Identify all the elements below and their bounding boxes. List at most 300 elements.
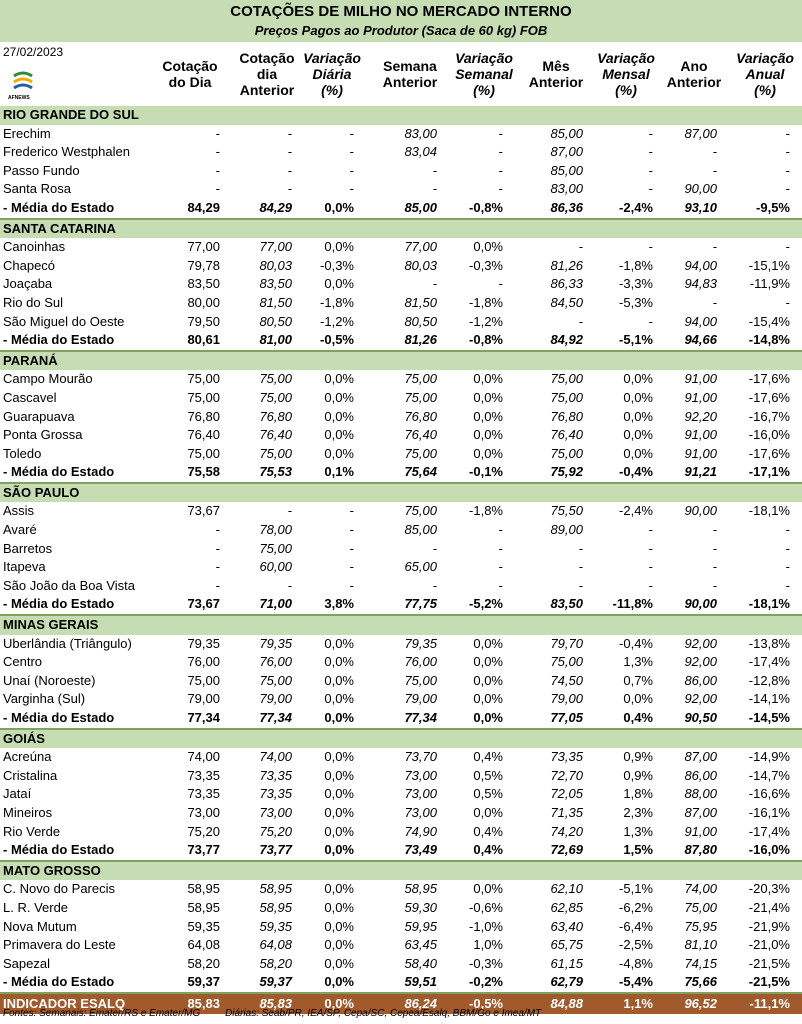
column-header-line: Variação: [736, 50, 794, 66]
cell-value: 81,50: [404, 294, 437, 310]
cell-value: -15,1%: [748, 257, 790, 273]
cell-value: 64,08: [187, 937, 220, 953]
cell-value: 85,00: [550, 125, 583, 141]
cell-value: 0,0%: [473, 371, 503, 387]
row-label: Joaçaba: [3, 276, 53, 292]
cell-value: 75,00: [404, 371, 437, 387]
cell-value: 71,35: [550, 804, 583, 820]
cell-value: 96,52: [684, 995, 717, 1011]
cell-value: 61,15: [550, 955, 583, 971]
column-header-line: do Dia: [168, 74, 212, 90]
cell-value: -5,1%: [619, 332, 653, 348]
cell-value: -: [785, 577, 790, 593]
logo-text: AFNEWS: [8, 95, 30, 101]
cell-value: -1,8%: [320, 294, 354, 310]
cell-value: -17,4%: [748, 654, 790, 670]
cell-value: 0,0%: [473, 654, 503, 670]
cell-value: 59,35: [187, 918, 220, 934]
cell-value: 83,50: [259, 276, 292, 292]
report-title: COTAÇÕES DE MILHO NO MERCADO INTERNO: [230, 3, 572, 20]
cell-value: 58,95: [259, 899, 292, 915]
cell-value: 86,00: [684, 767, 717, 783]
cell-value: -9,5%: [756, 199, 790, 215]
table-row: [0, 955, 802, 974]
state-header: [0, 862, 802, 881]
column-header-line: Cotação: [162, 58, 218, 74]
cell-value: 74,50: [550, 672, 583, 688]
row-label: L. R. Verde: [3, 899, 69, 915]
cell-value: 80,00: [187, 294, 220, 310]
cell-value: -: [712, 162, 717, 178]
cell-value: -: [712, 540, 717, 556]
cell-value: 92,00: [684, 654, 717, 670]
row-label: C. Novo do Parecis: [3, 881, 115, 897]
cell-value: 87,00: [684, 125, 717, 141]
table-row: [0, 936, 802, 955]
cell-value: 74,20: [550, 823, 583, 839]
cell-value: 59,37: [187, 974, 220, 990]
cell-value: 0,0%: [324, 749, 354, 765]
column-header-line: Mensal: [602, 66, 650, 82]
column-header-line: Anterior: [528, 74, 584, 90]
cell-value: 92,00: [684, 691, 717, 707]
table-row: [0, 748, 802, 767]
row-label: Primavera do Leste: [3, 937, 116, 953]
table-row: [0, 408, 802, 427]
cell-value: 0,0%: [473, 389, 503, 405]
cell-value: 0,0%: [623, 427, 653, 443]
state-header: [0, 220, 802, 239]
cell-value: -: [785, 125, 790, 141]
cell-value: 0,7%: [623, 672, 653, 688]
cell-value: 80,50: [259, 313, 292, 329]
cell-value: 86,36: [550, 199, 583, 215]
row-label: Avaré: [3, 522, 37, 538]
table-row: [0, 899, 802, 918]
cell-value: -: [349, 522, 354, 538]
cell-value: 58,95: [187, 881, 220, 897]
cell-value: -21,4%: [748, 899, 790, 915]
row-label: São Miguel do Oeste: [3, 313, 125, 329]
cell-value: -0,6%: [469, 899, 503, 915]
cell-value: -0,4%: [619, 464, 653, 480]
cell-value: -: [712, 522, 717, 538]
cell-value: 75,00: [404, 672, 437, 688]
column-header-line: Diária: [312, 66, 352, 82]
cell-value: 84,50: [550, 294, 583, 310]
cell-value: 0,0%: [324, 767, 354, 783]
column-header-line: Anterior: [666, 74, 722, 90]
cell-value: 0,0%: [324, 937, 354, 953]
cell-value: -: [648, 239, 653, 255]
cell-value: 83,00: [550, 181, 583, 197]
row-label: Jataí: [3, 786, 32, 802]
cell-value: -: [349, 503, 354, 519]
cell-value: 1,0%: [473, 937, 503, 953]
cell-value: -: [712, 239, 717, 255]
cell-value: -: [785, 522, 790, 538]
cell-value: 84,92: [550, 332, 583, 348]
cell-value: 76,40: [550, 427, 583, 443]
cell-value: 85,00: [404, 199, 437, 215]
table-row: [0, 823, 802, 842]
cell-value: -: [498, 559, 503, 575]
cell-value: -: [349, 162, 354, 178]
row-label: Varginha (Sul): [3, 691, 86, 707]
cell-value: -: [712, 577, 717, 593]
cell-value: 72,69: [550, 842, 583, 858]
cell-value: 0,0%: [473, 691, 503, 707]
column-header-line: Variação: [303, 50, 361, 66]
table-row: [0, 313, 802, 332]
cell-value: 75,00: [187, 445, 220, 461]
cell-value: 0,0%: [473, 881, 503, 897]
cell-value: 75,92: [550, 464, 583, 480]
cell-value: -14,5%: [748, 710, 790, 725]
state-name: RIO GRANDE DO SUL: [3, 107, 139, 122]
row-label: Centro: [3, 654, 43, 670]
cell-value: -: [287, 181, 292, 197]
cell-value: -1,2%: [469, 313, 503, 329]
cell-value: -: [578, 540, 583, 556]
cell-value: -16,0%: [748, 427, 790, 443]
table-row: [0, 294, 802, 313]
cell-value: 60,00: [259, 559, 292, 575]
cell-value: -: [287, 162, 292, 178]
cell-value: 0,0%: [623, 408, 653, 424]
cell-value: -1,8%: [469, 294, 503, 310]
cell-value: 0,0%: [324, 408, 354, 424]
cell-value: -0,2%: [469, 974, 503, 990]
state-header: [0, 616, 802, 635]
cell-value: 0,0%: [473, 408, 503, 424]
cell-value: -11,9%: [749, 276, 790, 292]
cell-value: -17,4%: [748, 823, 790, 839]
cell-value: 0,0%: [324, 804, 354, 820]
logo-icon: [10, 68, 36, 94]
cell-value: 76,00: [187, 654, 220, 670]
cell-value: -: [432, 162, 437, 178]
cell-value: -0,3%: [469, 257, 503, 273]
cell-value: 62,10: [550, 881, 583, 897]
cell-value: 76,40: [259, 427, 292, 443]
cell-value: 1,5%: [623, 842, 653, 858]
cell-value: 79,00: [404, 691, 437, 707]
cell-value: -16,6%: [748, 786, 790, 802]
cell-value: 87,00: [684, 749, 717, 765]
cell-value: 88,00: [684, 786, 717, 802]
cell-value: 0,0%: [324, 786, 354, 802]
cell-value: -: [215, 540, 220, 556]
table-row: [0, 125, 802, 144]
cell-value: 77,00: [187, 239, 220, 255]
row-label: Frederico Westphalen: [3, 144, 130, 160]
cell-value: -: [498, 162, 503, 178]
cell-value: 0,0%: [324, 881, 354, 897]
cell-value: 0,0%: [324, 239, 354, 255]
row-label: Passo Fundo: [3, 162, 80, 178]
cell-value: 91,00: [684, 371, 717, 387]
report-date: 27/02/2023: [3, 45, 64, 59]
state-average-row: [0, 331, 802, 352]
cell-value: 0,0%: [324, 654, 354, 670]
row-label: Barretos: [3, 540, 53, 556]
cell-value: -14,7%: [748, 767, 790, 783]
cell-value: 87,80: [684, 842, 717, 858]
cell-value: 63,40: [550, 918, 583, 934]
column-header-9: [725, 50, 802, 98]
cell-value: 0,0%: [324, 899, 354, 915]
cell-value: -0,3%: [320, 257, 354, 273]
cell-value: 1,3%: [623, 823, 653, 839]
cell-value: 0,4%: [473, 749, 503, 765]
cell-value: 0,0%: [324, 955, 354, 971]
row-label: Rio Verde: [3, 823, 61, 839]
cell-value: 83,04: [404, 144, 437, 160]
cell-value: 72,05: [550, 786, 583, 802]
cell-value: 0,0%: [324, 974, 354, 990]
cell-value: 73,35: [187, 767, 220, 783]
cell-value: -: [712, 294, 717, 310]
column-header-3: [292, 50, 372, 98]
cell-value: 71,00: [259, 596, 292, 612]
cell-value: 0,5%: [473, 767, 503, 783]
row-label: Acreúna: [3, 749, 52, 765]
cell-value: 73,35: [550, 749, 583, 765]
table-row: [0, 521, 802, 540]
price-table: [0, 106, 802, 1014]
cell-value: 77,75: [404, 596, 437, 612]
column-header-line: Ano: [680, 58, 708, 74]
cell-value: 93,10: [684, 199, 717, 215]
cell-value: 86,33: [550, 276, 583, 292]
cell-value: 74,00: [684, 881, 717, 897]
cell-value: 0,0%: [324, 371, 354, 387]
cell-value: 72,70: [550, 767, 583, 783]
cell-value: -: [215, 577, 220, 593]
row-label: Campo Mourão: [3, 371, 93, 387]
cell-value: 75,00: [259, 371, 292, 387]
cell-value: -15,4%: [748, 313, 790, 329]
cell-value: 0,9%: [623, 767, 653, 783]
cell-value: -: [648, 162, 653, 178]
cell-value: 91,00: [684, 389, 717, 405]
cell-value: -1,2%: [320, 313, 354, 329]
table-row: [0, 445, 802, 464]
column-header-line: Semana: [383, 58, 437, 74]
cell-value: -2,5%: [619, 937, 653, 953]
cell-value: 83,50: [550, 596, 583, 612]
cell-value: 73,00: [404, 804, 437, 820]
cell-value: 76,80: [404, 408, 437, 424]
cell-value: 75,00: [404, 389, 437, 405]
cell-value: 79,00: [259, 691, 292, 707]
row-label: - Média do Estado: [3, 199, 115, 215]
table-row: [0, 785, 802, 804]
cell-value: -: [215, 125, 220, 141]
cell-value: -0,8%: [469, 199, 503, 215]
cell-value: -: [785, 559, 790, 575]
sources-weekly: Fontes: Semanais: Emater/RS e Emater/MG: [3, 1008, 201, 1019]
cell-value: -12,8%: [748, 672, 790, 688]
cell-value: -17,6%: [748, 371, 790, 387]
cell-value: -: [648, 559, 653, 575]
cell-value: 0,0%: [324, 823, 354, 839]
table-row: [0, 558, 802, 577]
report-subtitle: Preços Pagos ao Produtor (Saca de 60 kg) FOB: [254, 23, 548, 38]
table-row: [0, 690, 802, 709]
state-name: PARANÁ: [3, 352, 58, 368]
state-name: MATO GROSSO: [3, 862, 101, 878]
cell-value: 73,49: [404, 842, 437, 858]
row-label: Rio do Sul: [3, 294, 63, 310]
cell-value: 84,88: [550, 995, 583, 1011]
cell-value: 0,4%: [473, 823, 503, 839]
cell-value: 79,35: [259, 635, 292, 651]
column-header-line: (%): [615, 82, 637, 98]
cell-value: 0,0%: [324, 445, 354, 461]
cell-value: -: [215, 162, 220, 178]
cell-value: -11,1%: [749, 995, 790, 1011]
cell-value: -14,9%: [748, 749, 790, 765]
cell-value: 59,51: [404, 974, 437, 990]
state-name: SANTA CATARINA: [3, 220, 116, 236]
cell-value: 89,00: [550, 522, 583, 538]
cell-value: 76,40: [404, 427, 437, 443]
cell-value: 75,58: [187, 464, 220, 480]
cell-value: 77,34: [404, 710, 437, 725]
cell-value: 0,0%: [473, 635, 503, 651]
cell-value: 79,50: [187, 313, 220, 329]
table-row: [0, 672, 802, 691]
cell-value: 75,00: [550, 371, 583, 387]
row-label: Cascavel: [3, 389, 57, 405]
cell-value: -: [498, 522, 503, 538]
row-label: Uberlândia (Triângulo): [3, 635, 132, 651]
cell-value: 75,00: [550, 445, 583, 461]
cell-value: 0,0%: [324, 710, 354, 725]
cell-value: -: [215, 559, 220, 575]
cell-value: -6,4%: [619, 918, 653, 934]
cell-value: 73,67: [187, 596, 220, 612]
cell-value: 0,0%: [324, 691, 354, 707]
row-label: Assis: [3, 503, 35, 519]
cell-value: 84,29: [187, 199, 220, 215]
column-header-line: Variação: [597, 50, 655, 66]
cell-value: -21,9%: [748, 918, 790, 934]
cell-value: -: [287, 577, 292, 593]
cell-value: 62,85: [550, 899, 583, 915]
cell-value: 0,0%: [473, 427, 503, 443]
cell-value: -0,5%: [469, 995, 503, 1011]
cell-value: -: [349, 559, 354, 575]
cell-value: 63,45: [404, 937, 437, 953]
cell-value: 2,3%: [623, 804, 653, 820]
cell-value: 58,95: [259, 881, 292, 897]
cell-value: -: [578, 313, 583, 329]
cell-value: -14,1%: [748, 691, 790, 707]
cell-value: -4,8%: [619, 955, 653, 971]
table-row: [0, 180, 802, 199]
cell-value: -: [648, 577, 653, 593]
sources-daily: Diárias: Seab/PR, IEA/SP, Cepa/SC, Cepea/Esalq, BBM/Go e Imea/MT: [225, 1008, 542, 1019]
cell-value: 86,00: [684, 672, 717, 688]
cell-value: 81,26: [404, 332, 437, 348]
cell-value: 75,64: [404, 464, 437, 480]
cell-value: 74,15: [684, 955, 717, 971]
cell-value: 76,00: [404, 654, 437, 670]
cell-value: -14,8%: [748, 332, 790, 348]
column-header-5: [444, 50, 524, 98]
cell-value: 0,5%: [473, 786, 503, 802]
table-row: [0, 918, 802, 937]
cell-value: 80,50: [404, 313, 437, 329]
cell-value: 1,8%: [623, 786, 653, 802]
cell-value: 73,77: [259, 842, 292, 858]
cell-value: 94,00: [684, 313, 717, 329]
cell-value: 85,00: [550, 162, 583, 178]
cell-value: -6,2%: [619, 899, 653, 915]
cell-value: 75,00: [404, 445, 437, 461]
cell-value: 64,08: [259, 937, 292, 953]
cell-value: -: [498, 181, 503, 197]
cell-value: 73,00: [259, 804, 292, 820]
cell-value: 87,00: [550, 144, 583, 160]
cell-value: 79,78: [187, 257, 220, 273]
cell-value: 73,00: [187, 804, 220, 820]
row-label: Sapezal: [3, 955, 50, 971]
state-header: [0, 484, 802, 503]
row-label: Chapecó: [3, 257, 56, 273]
table-row: [0, 767, 802, 786]
cell-value: -16,1%: [748, 804, 790, 820]
cell-value: 77,34: [259, 710, 292, 725]
cell-value: -13,8%: [748, 635, 790, 651]
cell-value: 76,80: [259, 408, 292, 424]
row-label: São João da Boa Vista: [3, 577, 136, 593]
state-name: GOIÁS: [3, 730, 45, 746]
cell-value: 0,0%: [324, 276, 354, 292]
cell-value: 0,0%: [623, 691, 653, 707]
cell-value: 79,00: [187, 691, 220, 707]
cell-value: 75,20: [259, 823, 292, 839]
cell-value: -21,0%: [748, 937, 790, 953]
table-row: [0, 275, 802, 294]
cell-value: 0,0%: [324, 672, 354, 688]
cell-value: -2,4%: [619, 503, 653, 519]
cell-value: 76,80: [550, 408, 583, 424]
column-header-line: Semanal: [455, 66, 513, 82]
cell-value: -: [785, 181, 790, 197]
cell-value: -: [498, 125, 503, 141]
cell-value: 73,00: [404, 767, 437, 783]
column-header-line: Anterior: [239, 82, 295, 98]
table-row: [0, 370, 802, 389]
cell-value: 80,61: [187, 332, 220, 348]
row-label: Unaí (Noroeste): [3, 672, 96, 688]
row-label: Guarapuava: [3, 408, 75, 424]
table-row: [0, 143, 802, 162]
cell-value: 91,00: [684, 427, 717, 443]
row-label: Nova Mutum: [3, 918, 77, 934]
cell-value: -0,5%: [320, 332, 354, 348]
cell-value: -: [432, 577, 437, 593]
cell-value: 77,34: [187, 710, 220, 725]
cell-value: 59,35: [259, 918, 292, 934]
cell-value: -3,3%: [619, 276, 653, 292]
cell-value: -: [648, 181, 653, 197]
state-name: SÃO PAULO: [3, 484, 80, 500]
